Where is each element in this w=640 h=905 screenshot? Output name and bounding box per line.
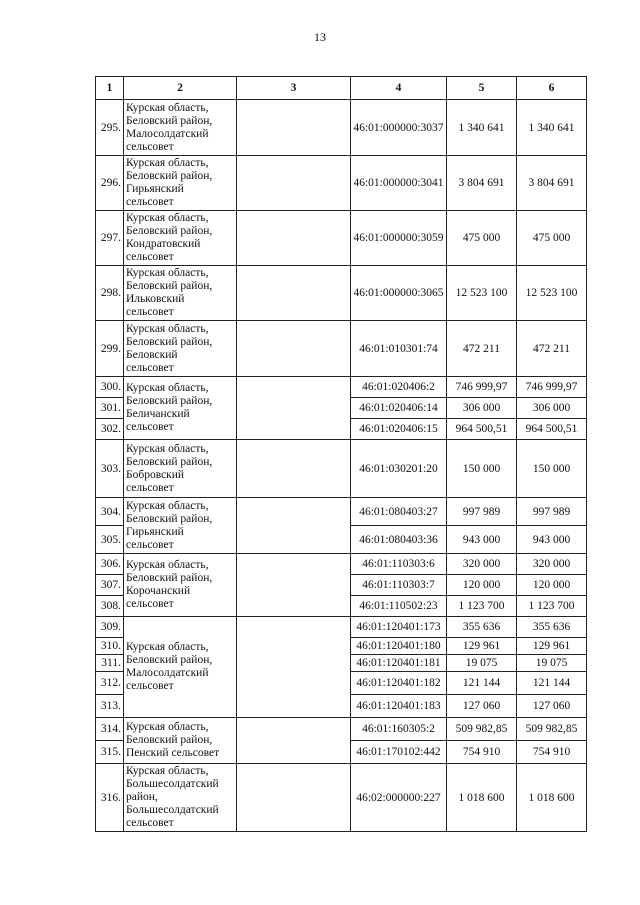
- row-number: 306.: [96, 554, 124, 575]
- region-line: Беловский район,: [126, 280, 213, 292]
- cadastral-number: 46:01:000000:3065: [351, 266, 447, 321]
- value-col5: 120 000: [447, 575, 517, 596]
- column-3-cell: [237, 377, 351, 440]
- region-line: сельсовет: [126, 196, 174, 208]
- region-line: Большесолдатский: [126, 778, 219, 790]
- region-line: сельсовет: [126, 421, 174, 433]
- region-line: Беловский район,: [126, 114, 213, 127]
- value-col5: 746 999,97: [447, 377, 517, 398]
- region-line: сельсовет: [126, 481, 174, 494]
- column-3-cell: [237, 498, 351, 554]
- cadastral-number: 46:01:020406:14: [351, 398, 447, 419]
- region-line: Беловский район,: [126, 734, 213, 746]
- column-3-cell: [237, 718, 351, 764]
- region-line: Беловский район,: [126, 572, 213, 584]
- region-line: Беловский район,: [126, 455, 213, 468]
- cadastral-number: 46:01:000000:3041: [351, 156, 447, 211]
- value-col5: 997 989: [447, 498, 517, 526]
- value-col5: 1 340 641: [447, 100, 517, 156]
- row-number: 316.: [96, 764, 124, 832]
- table-row: [96, 617, 587, 638]
- region-line: Курская область,: [126, 157, 209, 169]
- row-number: 315.: [96, 741, 124, 764]
- value-col6: 997 989: [517, 498, 587, 526]
- region-line: Пенский сельсовет: [126, 747, 220, 759]
- region-line: Курская область,: [126, 641, 209, 653]
- value-col6: 1 018 600: [517, 764, 587, 832]
- region-cell: [124, 100, 237, 156]
- row-number: 305.: [96, 526, 124, 554]
- value-col5: 964 500,51: [447, 419, 517, 440]
- region-line: Бобровский: [126, 468, 185, 481]
- cadastral-number: 46:01:160305:2: [351, 718, 447, 741]
- value-col6: 472 211: [517, 321, 587, 377]
- value-col6: 964 500,51: [517, 419, 587, 440]
- table-row: [96, 156, 587, 211]
- column-3-cell: [237, 100, 351, 156]
- row-number: 308.: [96, 596, 124, 617]
- value-col6: 509 982,85: [517, 718, 587, 741]
- value-col5: 12 523 100: [447, 266, 517, 321]
- value-col5: 509 982,85: [447, 718, 517, 741]
- column-header-1: 1: [96, 77, 124, 100]
- value-col5: 121 144: [447, 672, 517, 695]
- value-col6: 12 523 100: [517, 266, 587, 321]
- region-line: Курская область,: [126, 267, 209, 279]
- value-col5: 475 000: [447, 211, 517, 266]
- region-line: Беловский район,: [126, 225, 213, 237]
- row-number: 302.: [96, 419, 124, 440]
- cadastral-number: 46:01:120401:173: [351, 617, 447, 638]
- region-line: сельсовет: [126, 598, 174, 610]
- region-line: сельсовет: [126, 538, 174, 551]
- value-col5: 943 000: [447, 526, 517, 554]
- cadastral-number: 46:02:000000:227: [351, 764, 447, 832]
- value-col6: 19 075: [517, 655, 587, 672]
- region-line: сельсовет: [126, 680, 174, 692]
- region-cell: [124, 764, 237, 832]
- region-line: Кондратовский: [126, 238, 201, 250]
- value-col5: 1 018 600: [447, 764, 517, 832]
- row-number: 297.: [96, 211, 124, 266]
- value-col6: 120 000: [517, 575, 587, 596]
- table-body: [96, 100, 587, 832]
- table-row: [96, 554, 587, 575]
- region-line: Гирьянский: [126, 183, 184, 195]
- column-header-6: 6: [517, 77, 587, 100]
- cadastral-number: 46:01:000000:3059: [351, 211, 447, 266]
- region-cell: [124, 377, 237, 440]
- region-line: сельсовет: [126, 817, 174, 829]
- region-line: Курская область,: [126, 442, 209, 455]
- cadastral-number: 46:01:080403:36: [351, 526, 447, 554]
- column-3-cell: [237, 440, 351, 498]
- row-number: 301.: [96, 398, 124, 419]
- column-3-cell: [237, 617, 351, 718]
- column-header-2: 2: [124, 77, 237, 100]
- cadastral-number: 46:01:120401:182: [351, 672, 447, 695]
- value-col5: 355 636: [447, 617, 517, 638]
- row-number: 300.: [96, 377, 124, 398]
- region-line: Беловский район,: [126, 512, 213, 525]
- region-line: Беловский район,: [126, 170, 213, 182]
- cadastral-number: 46:01:000000:3037: [351, 100, 447, 156]
- value-col5: 129 961: [447, 638, 517, 655]
- region-line: Курская область,: [126, 765, 209, 777]
- row-number: 303.: [96, 440, 124, 498]
- region-line: Курская область,: [126, 721, 209, 733]
- cadastral-number: 46:01:020406:15: [351, 419, 447, 440]
- region-line: Курская область,: [126, 499, 209, 512]
- region-line: Курская область,: [126, 322, 209, 335]
- value-col6: 320 000: [517, 554, 587, 575]
- region-cell: [124, 718, 237, 764]
- region-line: Курская область,: [126, 101, 209, 114]
- value-col5: 150 000: [447, 440, 517, 498]
- row-number: 310.: [96, 638, 124, 655]
- value-col6: 121 144: [517, 672, 587, 695]
- cadastral-number: 46:01:010301:74: [351, 321, 447, 377]
- column-3-cell: [237, 156, 351, 211]
- value-col6: 127 060: [517, 695, 587, 718]
- row-number: 295.: [96, 100, 124, 156]
- cadastral-number: 46:01:030201:20: [351, 440, 447, 498]
- region-line: Беловский: [126, 348, 178, 361]
- region-line: сельсовет: [126, 251, 174, 263]
- row-number: 307.: [96, 575, 124, 596]
- cadastral-number: 46:01:080403:27: [351, 498, 447, 526]
- value-col5: 306 000: [447, 398, 517, 419]
- column-3-cell: [237, 764, 351, 832]
- value-col6: 306 000: [517, 398, 587, 419]
- table-row: [96, 211, 587, 266]
- table-row: [96, 498, 587, 526]
- row-number: 309.: [96, 617, 124, 638]
- cadastral-number: 46:01:120401:180: [351, 638, 447, 655]
- region-cell: [124, 266, 237, 321]
- row-number: 313.: [96, 695, 124, 718]
- region-line: Корочанский: [126, 585, 191, 597]
- table-row: [96, 321, 587, 377]
- region-line: Беличанский: [126, 408, 190, 420]
- table-header-row: [96, 77, 587, 100]
- value-col6: 3 804 691: [517, 156, 587, 211]
- value-col5: 754 910: [447, 741, 517, 764]
- row-number: 304.: [96, 498, 124, 526]
- row-number: 298.: [96, 266, 124, 321]
- table-row: [96, 100, 587, 156]
- value-col5: 3 804 691: [447, 156, 517, 211]
- region-cell: [124, 554, 237, 617]
- value-col5: 19 075: [447, 655, 517, 672]
- value-col6: 129 961: [517, 638, 587, 655]
- region-line: Курская область,: [126, 212, 209, 224]
- region-line: район,: [126, 791, 158, 803]
- value-col5: 1 123 700: [447, 596, 517, 617]
- region-line: Курская область,: [126, 382, 209, 394]
- table-row: [96, 440, 587, 498]
- table-row: [96, 718, 587, 741]
- cadastral-number: 46:01:120401:183: [351, 695, 447, 718]
- row-number: 311.: [96, 655, 124, 672]
- region-line: Беловский район,: [126, 335, 213, 348]
- row-number: 314.: [96, 718, 124, 741]
- region-line: Большесолдатский: [126, 804, 219, 816]
- value-col6: 1 340 641: [517, 100, 587, 156]
- cadastral-number: 46:01:110303:6: [351, 554, 447, 575]
- cadastral-number: 46:01:120401:181: [351, 655, 447, 672]
- value-col6: 1 123 700: [517, 596, 587, 617]
- property-table: [95, 76, 587, 832]
- row-number: 296.: [96, 156, 124, 211]
- region-cell: [124, 617, 237, 718]
- region-line: Малосолдатский: [126, 667, 209, 679]
- region-line: сельсовет: [126, 306, 174, 318]
- region-cell: [124, 156, 237, 211]
- region-line: сельсовет: [126, 361, 174, 374]
- value-col6: 754 910: [517, 741, 587, 764]
- cadastral-number: 46:01:170102:442: [351, 741, 447, 764]
- value-col6: 943 000: [517, 526, 587, 554]
- value-col6: 475 000: [517, 211, 587, 266]
- cadastral-number: 46:01:020406:2: [351, 377, 447, 398]
- region-cell: [124, 498, 237, 554]
- table-row: [96, 377, 587, 398]
- column-3-cell: [237, 554, 351, 617]
- row-number: 299.: [96, 321, 124, 377]
- column-header-3: 3: [237, 77, 351, 100]
- value-col6: 746 999,97: [517, 377, 587, 398]
- value-col5: 472 211: [447, 321, 517, 377]
- column-header-5: 5: [447, 77, 517, 100]
- region-line: Малосолдатский: [126, 127, 209, 140]
- page-number: 13: [314, 30, 326, 44]
- row-number: 312.: [96, 672, 124, 695]
- region-cell: [124, 321, 237, 377]
- region-cell: [124, 211, 237, 266]
- region-line: Беловский район,: [126, 395, 213, 407]
- cadastral-number: 46:01:110303:7: [351, 575, 447, 596]
- table-row: [96, 266, 587, 321]
- region-cell: [124, 440, 237, 498]
- value-col6: 355 636: [517, 617, 587, 638]
- column-3-cell: [237, 266, 351, 321]
- cadastral-number: 46:01:110502:23: [351, 596, 447, 617]
- region-line: сельсовет: [126, 140, 174, 153]
- region-line: Беловский район,: [126, 654, 213, 666]
- column-3-cell: [237, 211, 351, 266]
- region-line: Ильковский: [126, 293, 185, 305]
- value-col5: 320 000: [447, 554, 517, 575]
- region-line: Курская область,: [126, 559, 209, 571]
- column-header-4: 4: [351, 77, 447, 100]
- value-col5: 127 060: [447, 695, 517, 718]
- column-3-cell: [237, 321, 351, 377]
- region-line: Гирьянский: [126, 525, 184, 538]
- table-row: [96, 764, 587, 832]
- value-col6: 150 000: [517, 440, 587, 498]
